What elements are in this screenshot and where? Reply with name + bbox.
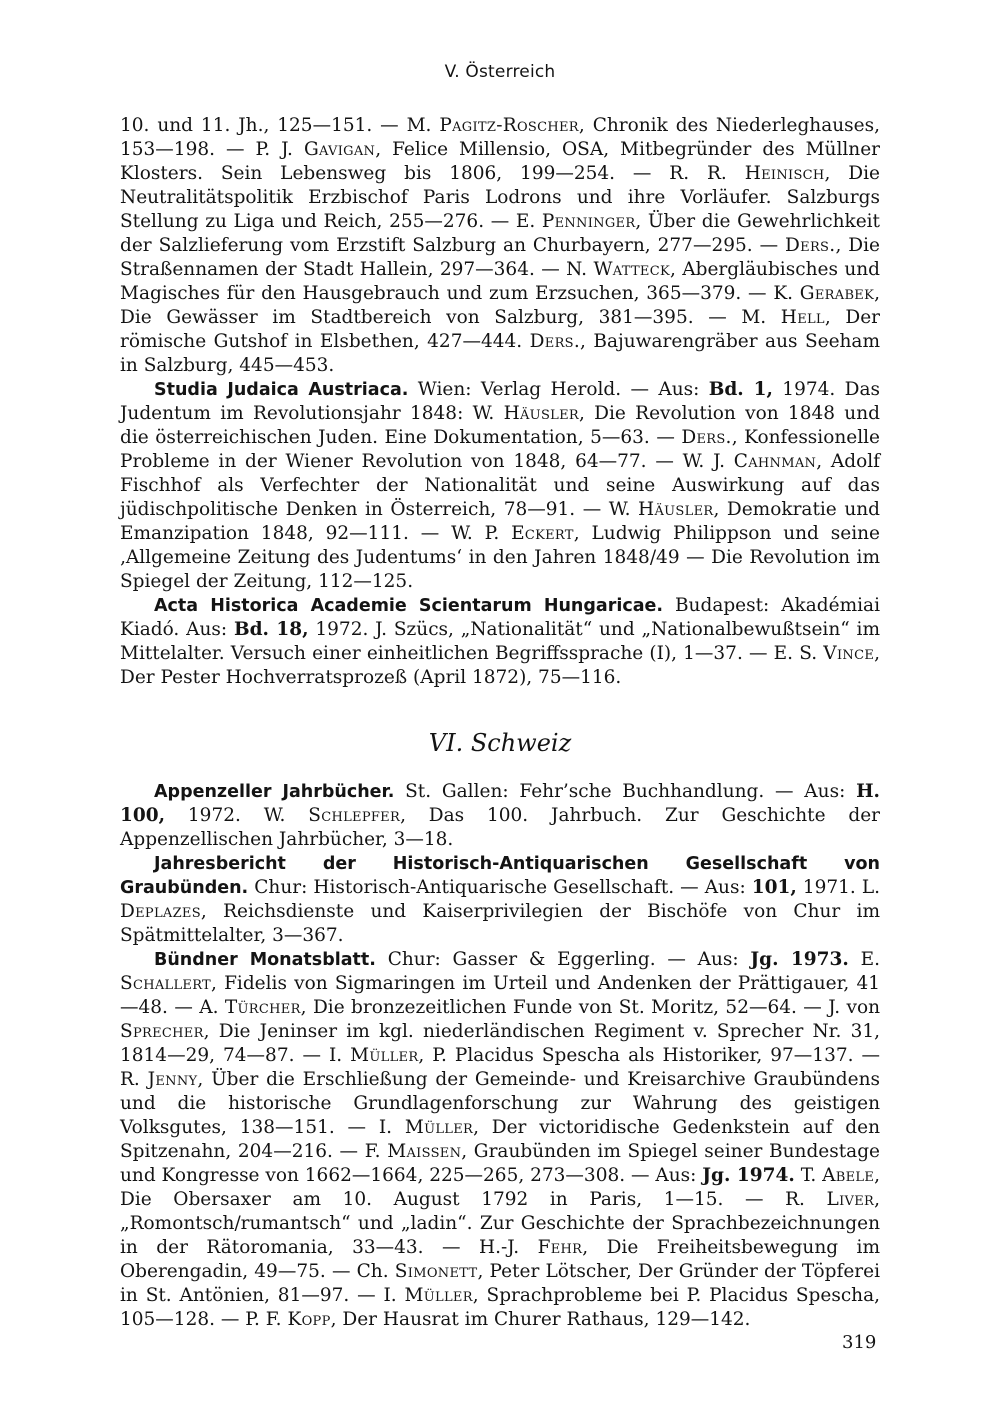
entry-buendner-monatsblatt [120, 948, 880, 1332]
text-run: , Abergläubisches und Magisches für den Hausgebrauch und zum Erzsuchen, 365—379. — K. [120, 259, 881, 304]
author-name: Abele [822, 1165, 875, 1186]
author-name: Fehr [537, 1237, 583, 1258]
author-name: Simonett [394, 1261, 478, 1282]
text-run: , Die bronzezeitlichen Funde von St. Moritz, 52—64. — J. von [300, 997, 880, 1018]
text-run: St. Gallen: Fehr’sche Buchhandlung. — Aus: [394, 781, 857, 802]
text-run: , Fidelis von Sigmaringen im Urteil und Andenken der Prättigauer, 41—48. — A. [120, 973, 880, 1018]
author-name: Hell [780, 307, 825, 328]
text-run: , Die Neutralitätspolitik Erzbischof Paris Lodrons und ihre Vorläufer. Salzburgs Stellung zu Liga und Reich, 255—276. — E. [120, 163, 880, 232]
source-title: Acta Historica Academie Scientarum Hungaricae. [154, 596, 664, 616]
text-run: Budapest: Akadémiai Kiadó. Aus: [120, 595, 880, 640]
source-title: Bündner Monatsblatt. [154, 950, 376, 970]
author-name: Pagitz-Roscher [439, 115, 579, 136]
text-run: , Die Straßennamen der Stadt Hallein, 297—364. — N. [120, 235, 880, 280]
volume-number: Jg. 1973. [750, 949, 849, 970]
text-run: , Die Jeninser im kgl. niederländischen Regiment v. Sprecher Nr. 31, 1814—29, 74—87. — I. [120, 1021, 880, 1066]
entry-jahresbericht-graubuenden [120, 852, 880, 948]
author-name: Türcher [224, 997, 301, 1018]
section-heading: VI. Schweiz [428, 729, 572, 757]
text-run: , Ludwig Philippson und seine ‚Allgemeine Zeitung des Judentums‘ in den Jahren 1848/49 — Die Revolution im Spiegel der Zeitung, 112—125. [120, 523, 880, 592]
source-title: Studia Judaica Austriaca. [154, 380, 409, 400]
author-name: Schallert [120, 973, 212, 994]
volume-number: H. 100, [120, 781, 880, 826]
volume-number: 101, [751, 877, 797, 898]
author-name: Müller [350, 1045, 419, 1066]
text-run: , Der Pester Hochverratsprozeß (April 1872), 75—116. [120, 643, 880, 688]
entry-acta-historica [120, 594, 880, 690]
author-name: Ders. [785, 235, 836, 256]
text-run: E. [848, 949, 880, 970]
text-run: , Bajuwarengräber aus Seeham in Salzburg, 445—453. [120, 331, 881, 376]
author-name: Cahnman [733, 451, 817, 472]
page-body [120, 114, 880, 1332]
text-run: , Über die Gewehrlichkeit der Salzlieferung vom Erzstift Salzburg an Churbayern, 277—295. — [120, 211, 880, 256]
entry-studia-judaica [120, 378, 880, 594]
author-name: Schlepfer [308, 805, 401, 826]
volume-number: Bd. 1, [708, 379, 773, 400]
author-name: Penninger [541, 211, 636, 232]
text-run: , Das 100. Jahrbuch. Zur Geschichte der Appenzellischen Jahrbücher, 3—18. [120, 805, 881, 850]
text-run: , Felice Millensio, OSA, Mitbegründer des Müllner Klosters. Sein Lebensweg bis 1806, 199—254. — R. R. [120, 139, 880, 184]
text-run: , Der victoridische Gedenkstein auf den Spitzenahn, 204—216. — F. [120, 1117, 880, 1162]
text-run: 1974. Das Judentum im Revolutionsjahr 1848: W. [120, 379, 880, 424]
text-run: , Adolf Fischhof als Verfechter der Nationalität und seine Auswirkung auf das jüdischpolitische Denken in Österreich, 78—91. — W. [120, 451, 880, 520]
text-run: , Der Hausrat im Churer Rathaus, 129—142. [330, 1309, 751, 1330]
author-name: Müller [404, 1285, 473, 1306]
text-run: , Die Obersaxer am 10. August 1792 in Paris, 1—15. — R. [120, 1165, 881, 1210]
text-run: , Graubünden im Spiegel seiner Bundestage und Kongresse von 1662—1664, 225—265, 273—308. — Aus: [120, 1141, 880, 1186]
text-run: T. [794, 1165, 823, 1186]
paragraph-salzburg-continued [120, 114, 880, 378]
author-name: Eckert [511, 523, 574, 544]
text-run: 1971. L. [796, 877, 880, 898]
source-title: Jahresbericht der Historisch-Antiquarischen Gesellschaft von Graubünden. [120, 854, 880, 898]
text-run: , Die Revolution von 1848 und die österreichischen Juden. Eine Dokumentation, 5—63. — [120, 403, 880, 448]
author-name: Ders. [681, 427, 732, 448]
author-name: Müller [404, 1117, 474, 1138]
text-run: Wien: Verlag Herold. — Aus: [408, 379, 709, 400]
author-name: Vince [823, 643, 875, 664]
author-name: Häusler [638, 499, 714, 520]
author-name: Maissen [387, 1141, 462, 1162]
author-name: Häusler [503, 403, 579, 424]
text-run: 1972. W. [165, 805, 309, 826]
author-name: Kopp [287, 1309, 331, 1330]
author-name: Jenny [147, 1069, 198, 1090]
text-run: , P. Placidus Spescha als Historiker, 97—137. — R. [120, 1045, 880, 1090]
author-name: Ders. [529, 331, 581, 352]
text-run: Chur: Gasser & Eggerling. — Aus: [375, 949, 751, 970]
text-run: , Sprachprobleme bei P. Placidus Spescha, 105—128. — P. F. [120, 1285, 881, 1330]
text-run: 1972. J. Szücs, „Nationalität“ und „Nationalbewußtsein“ im Mittelalter. Versuch einer einheitlichen Begriffssprache (I), 1—37. — E. S. [120, 619, 881, 664]
page-number: 319 [842, 1332, 877, 1353]
volume-number: Jg. 1974. [702, 1165, 795, 1186]
running-head: V. Österreich [444, 62, 556, 82]
text-run: , „Romontsch/rumantsch“ und „ladin“. Zur Geschichte der Sprachbezeichnungen in der Rätoromania, 33—43. — H.-J. [120, 1189, 880, 1258]
text-run: Chur: Historisch-Antiquarische Gesellschaft. — Aus: [248, 877, 752, 898]
entry-appenzeller [120, 780, 880, 852]
text-run: , Die Gewässer im Stadtbereich von Salzburg, 381—395. — M. [120, 283, 880, 328]
author-name: Sprecher [120, 1021, 204, 1042]
author-name: Watteck [593, 259, 670, 280]
text-run: , Reichsdienste und Kaiserprivilegien der Bischöfe von Chur im Spätmittelalter, 3—367. [120, 901, 880, 946]
text-run: , Der römische Gutshof in Elsbethen, 427—444. [120, 307, 880, 352]
text-run: , Peter Lötscher, Der Gründer der Töpferei in St. Antönien, 81—97. — I. [120, 1261, 880, 1306]
text-run: , Konfessionelle Probleme in der Wiener Revolution von 1848, 64—77. — W. J. [120, 427, 881, 472]
author-name: Gavigan [303, 139, 376, 160]
text-run: 10. und 11. Jh., 125—151. — M. [120, 115, 440, 136]
text-run: , Chronik des Niederleghauses, 153—198. — P. J. [120, 115, 880, 160]
author-name: Heinisch [744, 163, 825, 184]
volume-number: Bd. 18, [233, 619, 309, 640]
text-run: , Demokratie und Emanzipation 1848, 92—111. — W. P. [120, 499, 880, 544]
author-name: Deplazes [120, 901, 201, 922]
text-run: , Über die Erschließung der Gemeinde- und Kreisarchive Graubündens und die historische Grundlagenforschung zur Wahrung des geistigen Volksgutes, 138—151. — I. [120, 1069, 880, 1138]
source-title: Appenzeller Jahrbücher. [154, 782, 395, 802]
text-run: , Die Freiheitsbewegung im Oberengadin, 49—75. — Ch. [120, 1237, 880, 1282]
author-name: Liver [826, 1189, 875, 1210]
author-name: Gerabek [799, 283, 875, 304]
